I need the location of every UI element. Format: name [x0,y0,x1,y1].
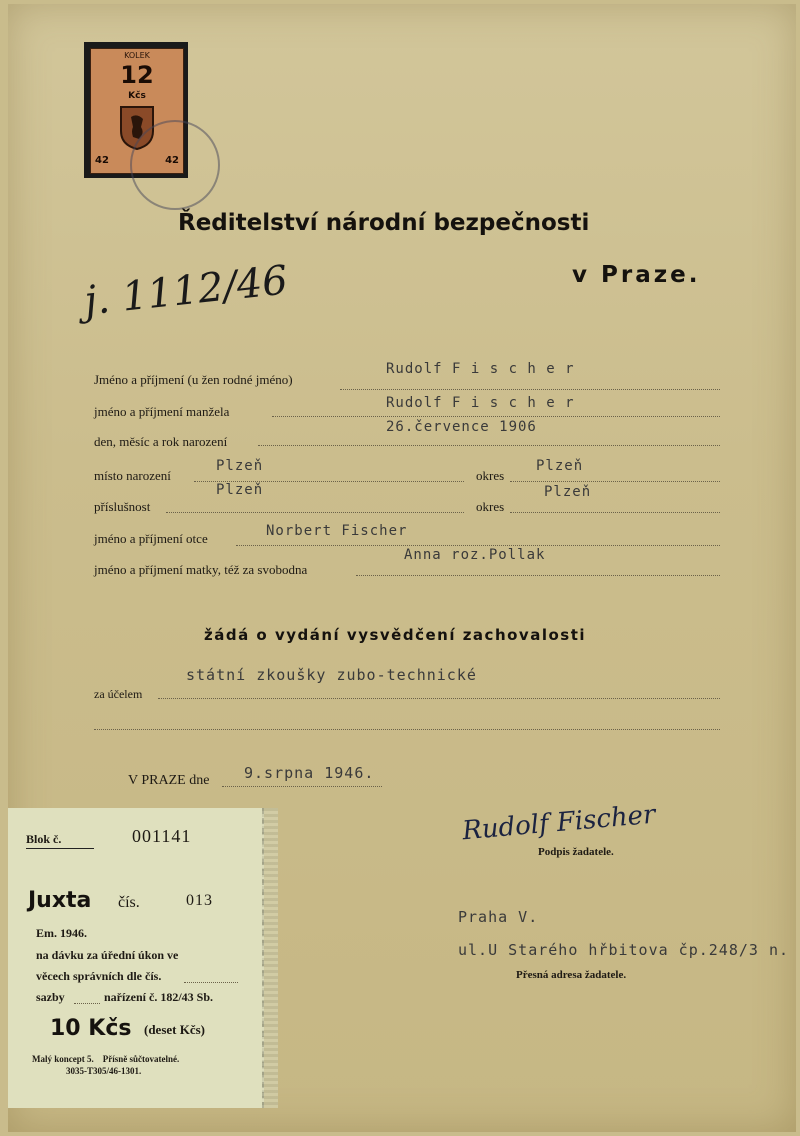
father-label: jméno a příjmení otce [94,531,208,546]
receipt-amount: 10 Kčs [50,1016,132,1041]
birthplace-value: Plzeň [216,458,264,474]
mother-label: jméno a příjmení matky, též za svobodna [94,562,308,577]
citizenship-label: příslušnost [94,499,151,514]
receipt-footer-1: Malý koncept 5. Přísně sůčtovatelné. [32,1054,180,1064]
purpose-label: za účelem [94,687,143,701]
receipt-title: Juxta [28,888,92,913]
citizenship-district-label: okres [476,499,505,514]
stamp-value: 12 [120,61,154,89]
spouse-line [272,416,720,417]
block-number: 001141 [132,826,192,846]
spouse-label: jméno a příjmení manžela [94,404,230,419]
purpose-value: státní zkoušky zubo-technické [186,666,477,684]
birthdate-label: den, měsíc a rok narození [94,434,228,449]
block-label: Blok č. [26,832,62,846]
receipt-line-2-dots [184,982,238,983]
address-line-2: ul.U Starého hřbitova čp.248/3 n. [458,941,790,959]
address-line-1: Praha V. [458,908,539,926]
birthplace-district-line [510,481,720,482]
receipt-footer-2: 3035-T305/46-1301. [66,1066,142,1076]
stamp-corner-right: 42 [165,155,179,166]
fee-receipt-slip [8,808,264,1108]
address-caption: Přesná adresa žadatele. [516,969,627,981]
receipt-emission: Em. 1946. [36,926,87,940]
birthplace-district-label: okres [476,468,505,483]
request-heading: žádá o vydání vysvědčení zachovalosti [204,626,587,644]
mother-line [356,575,720,576]
birthplace-district-value: Plzeň [536,458,584,474]
name-line [340,389,720,390]
receipt-line-3: sazby [36,990,65,1004]
perforation-strip [262,808,278,1108]
institution-title: Ředitelství národní bezpečnosti [178,210,590,236]
receipt-line-1: na dávku za úřední úkon ve [36,948,179,962]
file-number: j. 1112/46 [82,257,290,325]
birthdate-line [258,445,720,446]
receipt-line-2: věcech správních dle čís. [36,969,162,983]
date-label: V PRAZE dne [128,773,210,788]
stamp-header: KOLEK [124,51,150,60]
purpose-line-2 [94,729,720,730]
mother-value: Anna roz.Pollak [404,547,546,563]
citizenship-district-value: Plzeň [544,484,592,500]
receipt-amount-words: (deset Kčs) [144,1022,206,1037]
receipt-line-3-dots [74,1003,100,1004]
father-value: Norbert Fischer [266,523,408,539]
citizenship-district-line [510,512,720,513]
name-label: Jméno a příjmení (u žen rodné jméno) [94,372,293,387]
name-value: Rudolf F i s c h e r [386,361,575,377]
date-line [222,786,382,787]
receipt-line-3b: nařízení č. 182/43 Sb. [104,990,214,1004]
stamp-corner-left: 42 [95,155,109,166]
father-line [236,545,720,546]
citizenship-line [166,512,464,513]
date-value: 9.srpna 1946. [244,764,375,782]
receipt-number-value: 013 [186,892,213,909]
birthdate-value: 26.července 1906 [386,419,537,435]
city-title: v Praze. [572,262,701,288]
applicant-signature: Rudolf Fischer [461,799,657,847]
postmark-circle [130,120,220,210]
receipt-number-label: čís. [118,894,140,911]
citizenship-value: Plzeň [216,482,264,498]
stamp-currency: Kčs [128,91,146,101]
purpose-line [158,698,720,699]
signature-caption: Podpis žadatele. [538,846,614,858]
birthplace-label: místo narození [94,468,171,483]
spouse-value: Rudolf F i s c h e r [386,395,575,411]
block-underline [26,848,94,849]
